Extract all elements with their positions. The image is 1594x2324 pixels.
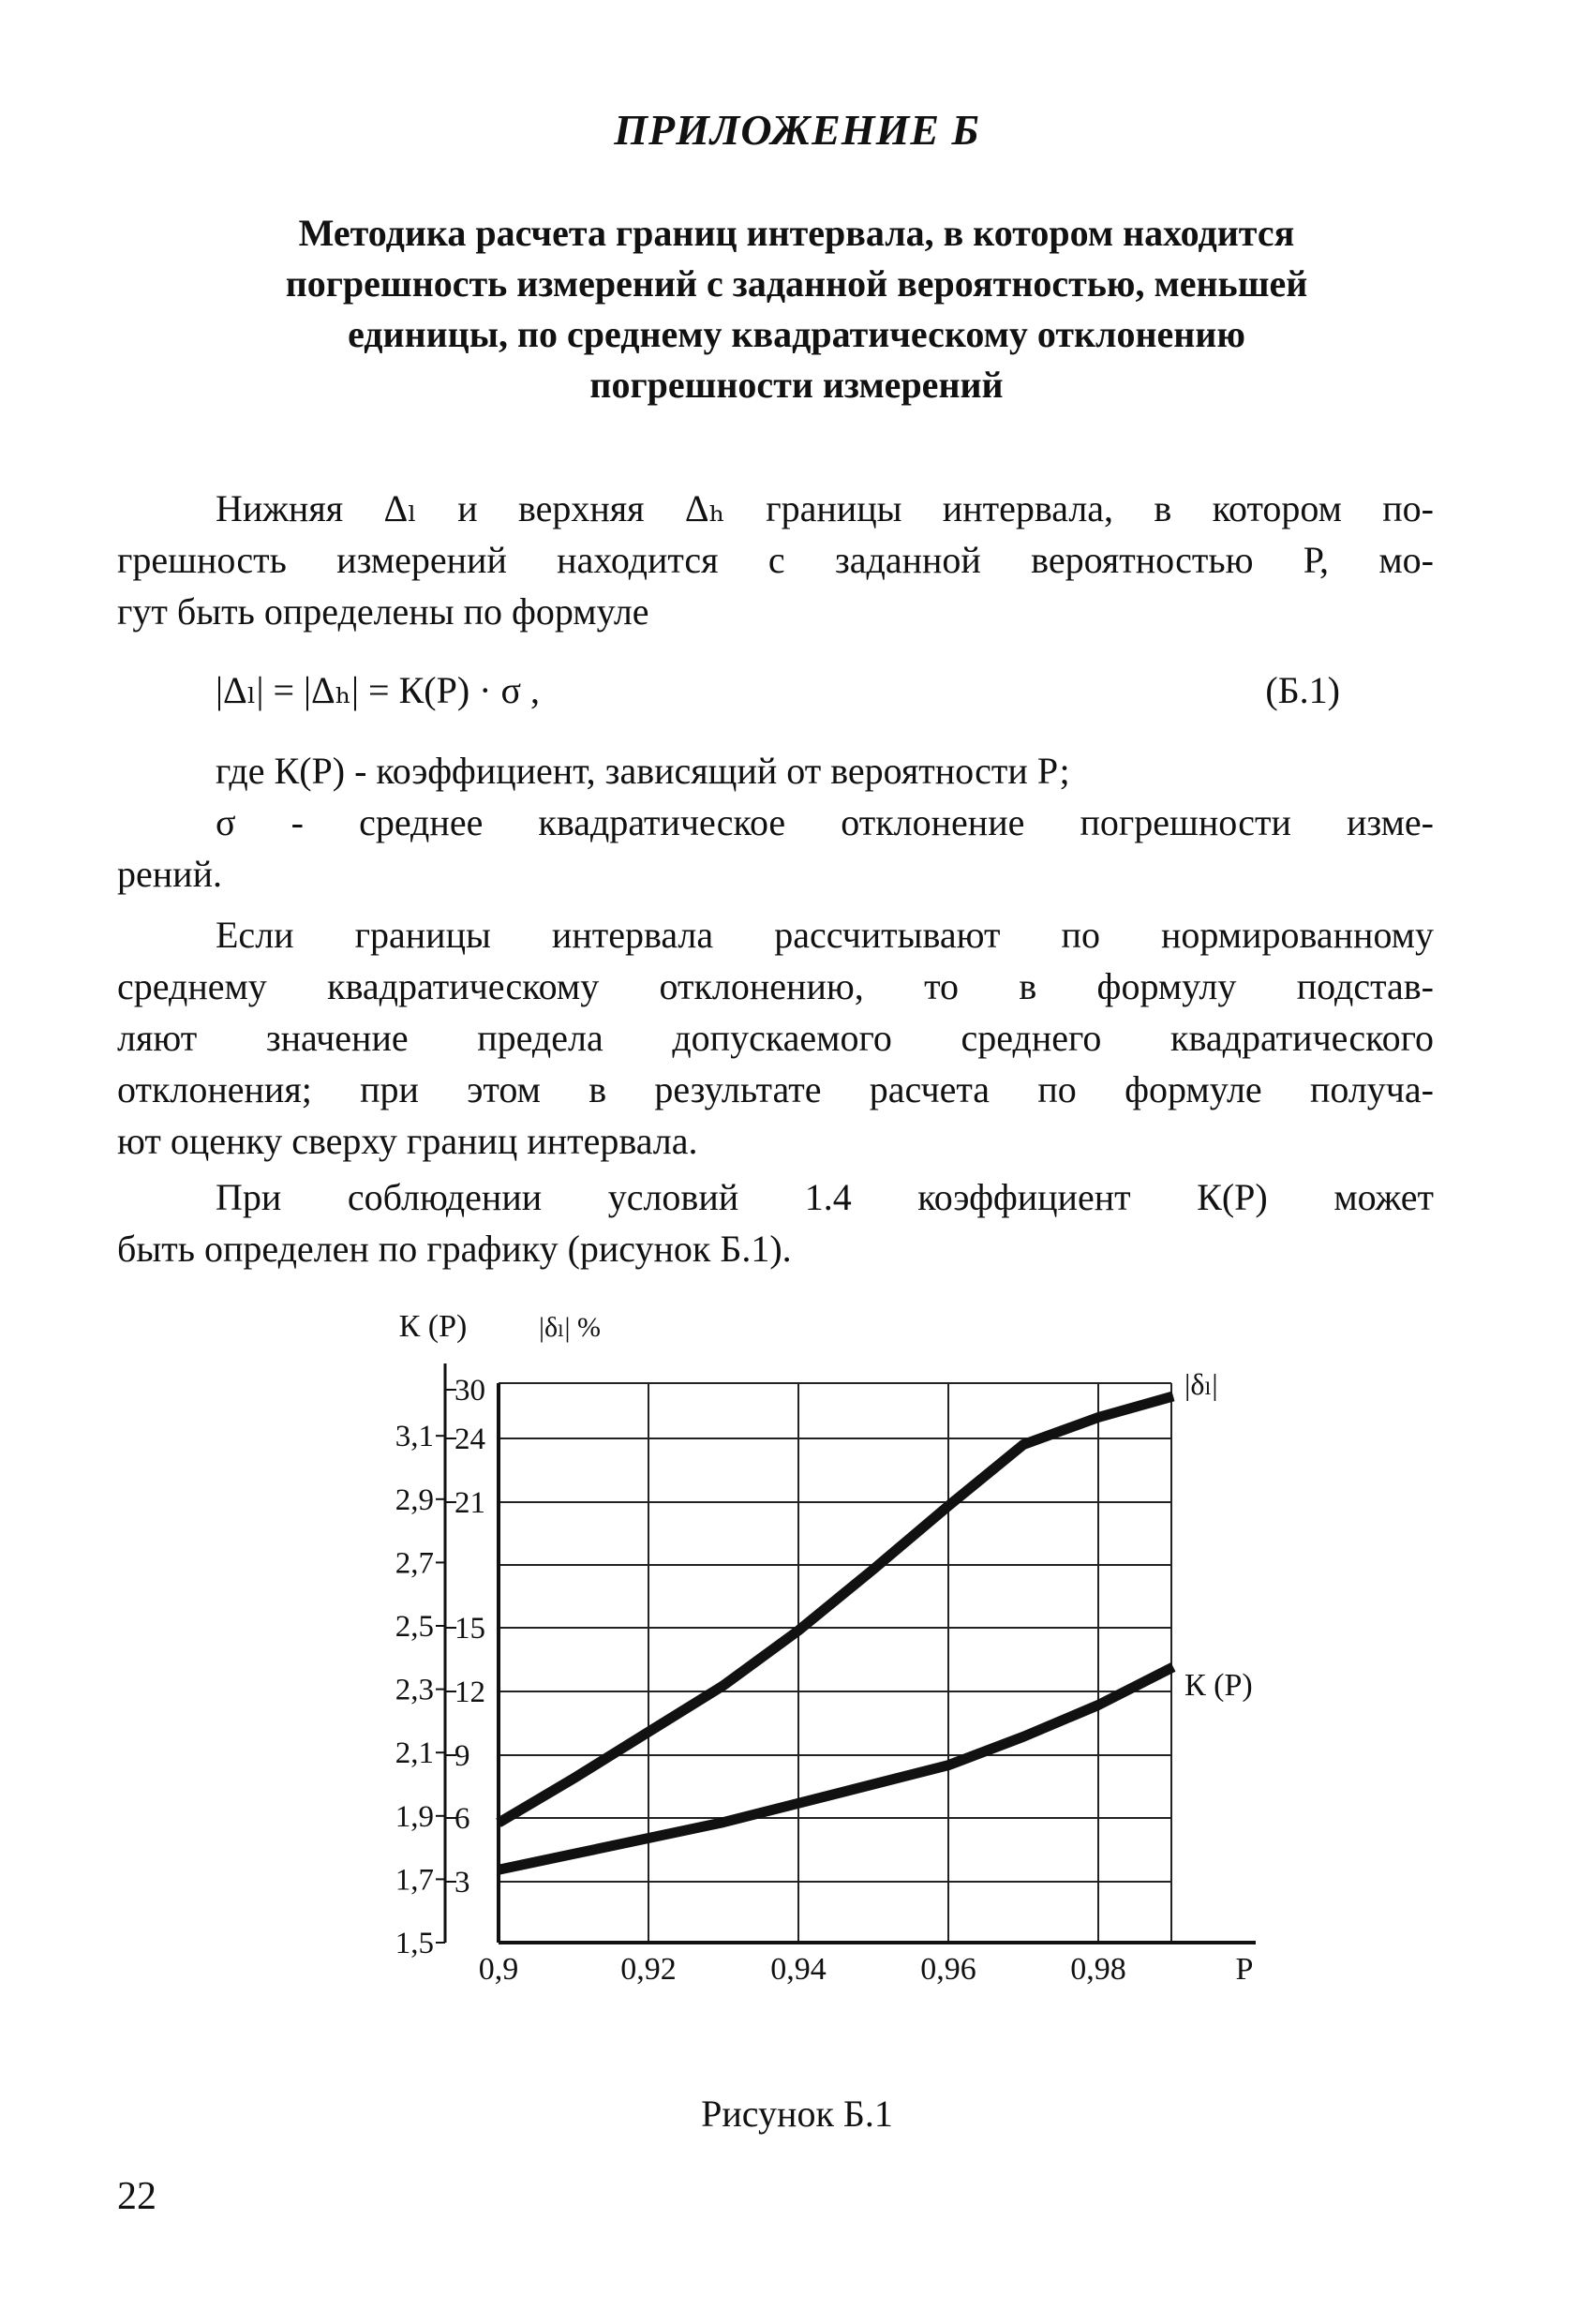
x-tick-label: 0,94 [770,1952,827,1987]
left-scale-tick-label: 1,7 [395,1863,434,1898]
x-tick-label: 0,92 [620,1952,677,1987]
x-axis-label: Р [1235,1952,1254,1987]
text-line: рений. [117,853,222,895]
title-line: погрешность измерений с заданной вероятностью, меньшей [285,262,1308,305]
x-tick-label: 0,9 [478,1952,519,1987]
series-line-delta [499,1396,1173,1823]
left-scale-tick-label: 2,1 [395,1736,434,1771]
formula-expression: |Δₗ| = |Δₕ| = К(Р) · σ , [216,669,541,711]
right-scale-tick-label: 3 [454,1866,470,1899]
title-line: погрешности измерений [589,364,1004,406]
right-scale-tick-label: 6 [454,1802,470,1836]
text-line: Если границы интервала рассчитывают по нормированному [216,914,1434,956]
left-scale-tick-label: 1,5 [395,1927,434,1960]
right-scale-tick-label: 21 [454,1486,485,1520]
appendix-heading: ПРИЛОЖЕНИЕ Б [614,106,980,154]
right-scale-tick-label: 30 [454,1374,485,1408]
series-label-delta: |δₗ| [1184,1366,1218,1401]
series-label-k: К (Р) [1184,1667,1253,1703]
x-tick-label: 0,98 [1070,1952,1126,1987]
left-scale-tick-label: 2,7 [395,1546,434,1581]
text-line: ют оценку сверху границ интервала. [117,1120,698,1162]
x-tick-label: 0,96 [920,1952,976,1987]
right-scale-tick-label: 15 [454,1612,485,1646]
text-line: ляют значение предела допускаемого среднего квадратического [117,1017,1434,1059]
text-line: σ - среднее квадратическое отклонение погрешности изме- [216,801,1434,843]
left-scale-tick-label: 1,9 [395,1799,434,1834]
text-line: среднему квадратическому отклонению, то в формулу подстав- [117,965,1434,1007]
text-line: отклонения; при этом в результате расчета по формуле получа- [117,1068,1434,1110]
formula-number: (Б.1) [1265,669,1340,711]
left-scale-tick-label: 2,3 [395,1673,434,1707]
left-scale-tick-label: 2,9 [395,1482,434,1517]
text-line: Нижняя Δₗ и верхняя Δₕ границы интервала, в котором по- [216,487,1434,529]
right-scale-tick-label: 12 [454,1676,485,1709]
right-axis-title: |δₗ| % [539,1312,601,1343]
right-scale-tick-label: 24 [454,1423,485,1456]
text-line: гут быть определены по формуле [117,590,649,633]
text-line: где К(Р) - коэффициент, зависящий от вероятности Р; [216,750,1070,792]
left-scale-tick-label: 3,1 [395,1420,434,1454]
figure-caption: Рисунок Б.1 [701,2093,893,2135]
left-scale-tick-label: 2,5 [395,1610,434,1644]
page-number: 22 [117,2175,156,2218]
text-line: грешность измерений находится с заданной вероятностью Р, мо- [117,539,1434,581]
left-axis-title: К (Р) [398,1309,468,1344]
right-scale-tick-label: 9 [454,1739,470,1773]
text-line: быть определен по графику (рисунок Б.1). [117,1228,792,1270]
text-line: При соблюдении условий 1.4 коэффициент К(Р) может [216,1176,1434,1218]
series-line-k [499,1667,1173,1870]
title-line: Методика расчета границ интервала, в котором находится [298,212,1295,254]
title-line: единицы, по среднему квадратическому отклонению [348,313,1245,355]
